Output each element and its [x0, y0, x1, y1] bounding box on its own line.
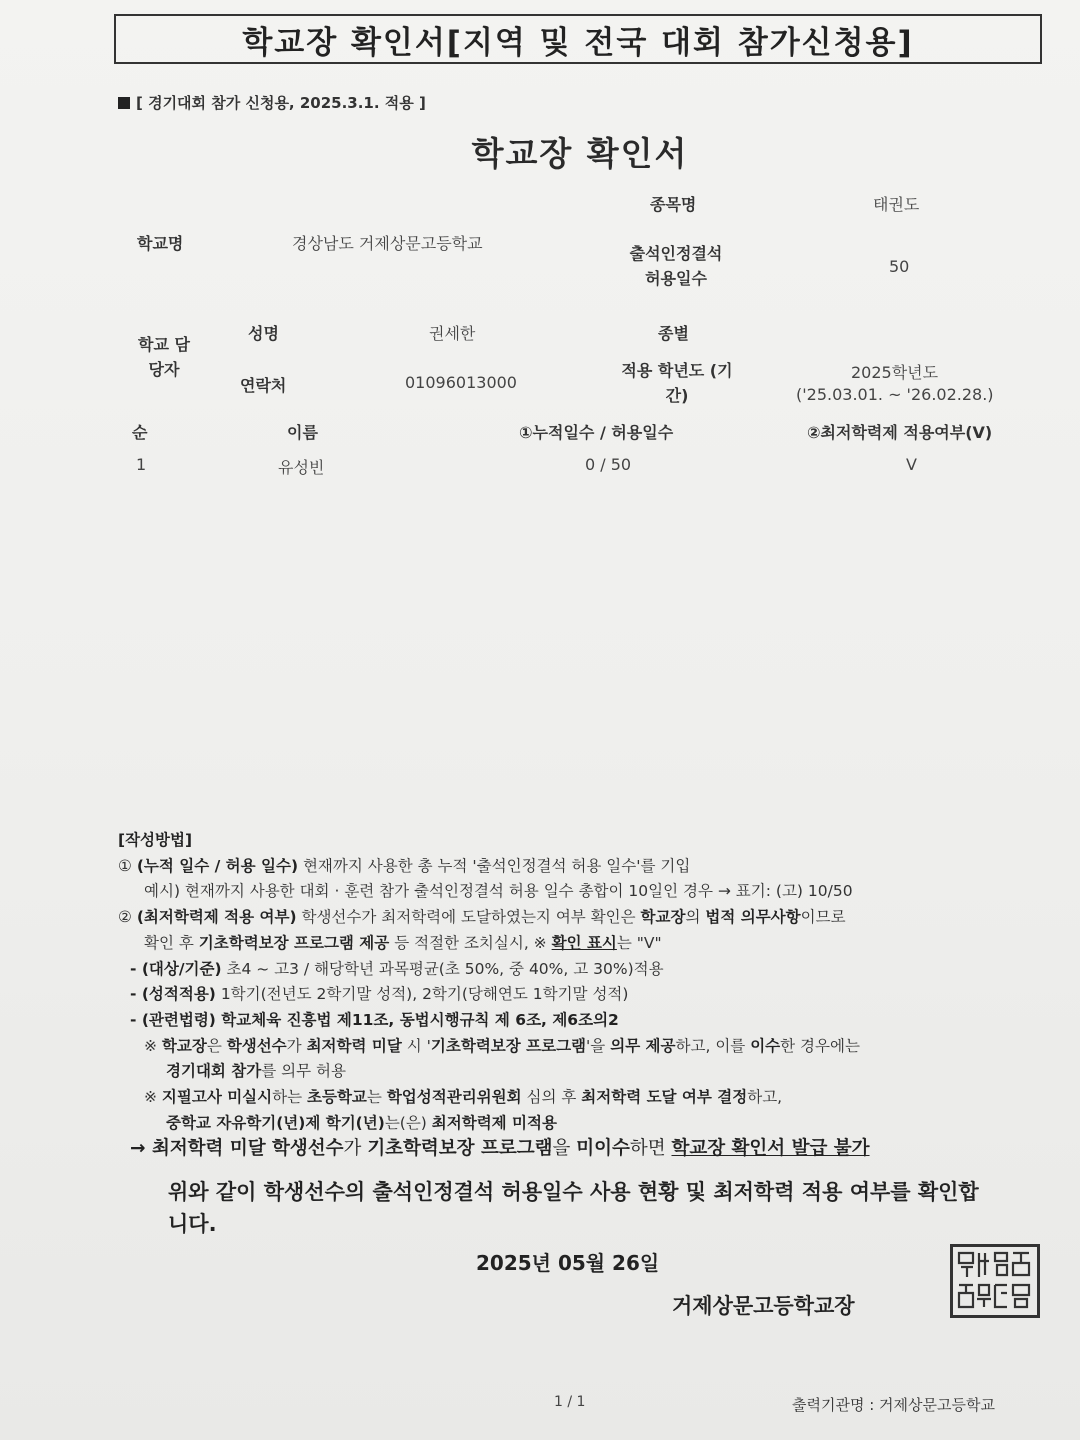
method-l1-bold: (누적 일수 / 허용 일수) — [136, 856, 299, 875]
method-example: 예시) 현재까지 사용한 대회 · 훈련 참가 출석인정결석 허용 일수 총합이 10일인 경우 → 표기: (고) 10/50 — [144, 882, 853, 901]
method-l8-t4: 시 ' — [401, 1036, 431, 1055]
table-cell-name: 유성빈 — [278, 458, 325, 477]
method-l11-bold: 중학교 자유학기(년)제 학기(년) — [166, 1113, 385, 1132]
seal-glyph-icon — [953, 1247, 1037, 1315]
period-value: ('25.03.01. ~ '26.02.28.) — [796, 385, 994, 404]
page-number: 1 / 1 — [554, 1394, 586, 1410]
method-l8-b5: 의무 제공 — [610, 1036, 676, 1055]
warning-t4: 을 — [552, 1138, 577, 1159]
method-l9-text: 를 의무 허용 — [261, 1062, 346, 1081]
method-l8-b4: 기초학력보장 프로그램 — [430, 1036, 587, 1055]
table-header-no: 순 — [132, 423, 148, 442]
method-l3-bold: (최저학력제 적용 여부) — [136, 908, 297, 927]
method-l8-t3: 가 — [286, 1036, 307, 1055]
confirmation-statement: 위와 같이 학생선수의 출석인정결석 허용일수 사용 현황 및 최저학력 적용 여부를 확인합니다. — [168, 1180, 979, 1236]
method-l6-text: 1학기(전년도 2학기말 성적), 2학기(당해연도 1학기말 성적) — [215, 985, 629, 1004]
method-l7-bold: - (관련법령) 학교체육 진흥법 제11조, 동법시행규칙 제 6조, 제6조의2 — [130, 1010, 619, 1029]
method-l10-t1: ※ — [144, 1088, 162, 1107]
method-l10-t4: 심의 후 — [521, 1088, 582, 1107]
year-label: 적용 학년도 (기간) — [621, 361, 733, 405]
table-cell-no: 1 — [136, 455, 147, 474]
table-header-days: ①누적일수 / 허용일수 — [519, 423, 674, 442]
name-value: 권세한 — [429, 324, 476, 343]
method-l8-t1: ※ — [144, 1036, 162, 1055]
warning-t6: 하면 — [629, 1138, 672, 1159]
method-l10-t5: 하고, — [747, 1088, 783, 1107]
circled-one: ① — [118, 856, 137, 875]
method-title: [작성방법] — [118, 831, 193, 849]
method-l1-text: 현재까지 사용한 총 누적 '출석인정결석 허용 일수'를 기입 — [298, 856, 691, 875]
official-seal — [950, 1244, 1040, 1318]
writing-method — [118, 828, 1048, 1136]
method-l10-b1: 지필고사 미실시 — [161, 1088, 273, 1107]
warning-underlined: 학교장 확인서 발급 불가 — [671, 1138, 870, 1159]
table-header-min-score: ②최저학력제 적용여부(V) — [807, 423, 993, 442]
method-l5-bold: - (대상/기준) — [130, 959, 222, 978]
method-l4-text1: 확인 후 — [144, 933, 199, 952]
square-bullet-icon — [118, 97, 130, 109]
method-l10-b2: 초등학교 — [307, 1088, 367, 1107]
method-l3-text2: 의 — [685, 908, 706, 927]
manager-label: 학교 담당자 — [138, 335, 190, 379]
method-l3-bold2: 학교장 — [640, 908, 686, 927]
contact-value: 01096013000 — [405, 373, 517, 392]
circled-two: ② — [118, 908, 137, 927]
method-l10-b4: 최저학력 도달 여부 결정 — [581, 1088, 748, 1107]
method-l11-bold2: 최저학력제 미적용 — [431, 1113, 557, 1132]
warning-t5: 미이수 — [576, 1138, 630, 1159]
method-l6-bold: - (성적적용) — [130, 985, 216, 1004]
notice-text: [ 경기대회 참가 신청용, 2025.3.1. 적용 ] — [136, 94, 426, 112]
warning-line — [130, 1134, 870, 1160]
school-value: 경상남도 거제상문고등학교 — [292, 234, 483, 253]
method-l8-t7: 한 경우에는 — [780, 1036, 860, 1055]
method-l9-bold: 경기대회 참가 — [166, 1062, 262, 1081]
method-l4-bold2: 확인 표시 — [551, 933, 617, 952]
method-l8-b1: 학교장 — [161, 1036, 207, 1055]
sport-label: 종목명 — [650, 195, 697, 214]
method-l8-t2: 은 — [206, 1036, 227, 1055]
method-l3-text3: 이므로 — [800, 908, 846, 927]
method-l3-bold3: 법적 의무사항 — [705, 908, 801, 927]
warning-t1: → 최저학력 미달 학생선수 — [130, 1138, 344, 1159]
method-l3-text1: 학생선수가 최저학력에 도달하였는지 여부 확인은 — [296, 908, 641, 927]
category-label: 종별 — [658, 324, 689, 343]
method-l8-b6: 이수 — [750, 1036, 781, 1055]
principal-name: 거제상문고등학교장 — [672, 1294, 855, 1318]
table-cell-days: 0 / 50 — [585, 455, 632, 474]
method-l4-bold: 기초학력보장 프로그램 제공 — [198, 933, 390, 952]
issue-date: 2025년 05월 26일 — [476, 1251, 660, 1275]
year-value: 2025학년도 — [851, 363, 939, 382]
table-cell-check: V — [906, 455, 917, 474]
method-l11-text: 는(은) — [384, 1113, 432, 1132]
banner-title: 학교장 확인서[지역 및 전국 대회 참가신청용] — [114, 14, 1042, 64]
warning-t3: 기초학력보장 프로그램 — [367, 1138, 553, 1159]
method-l8-b2: 학생선수 — [226, 1036, 287, 1055]
output-organization: 출력기관명 : 거제상문고등학교 — [792, 1396, 995, 1414]
method-l4-text2: 등 적절한 조치실시, ※ — [389, 933, 552, 952]
table-header-name: 이름 — [287, 423, 318, 442]
warning-t2: 가 — [343, 1138, 368, 1159]
contact-label: 연락처 — [240, 376, 287, 395]
method-l10-t3: 는 — [366, 1088, 387, 1107]
method-l10-t2: 하는 — [272, 1088, 308, 1107]
method-l10-b3: 학업성적관리위원회 — [386, 1088, 522, 1107]
absence-label: 출석인정결석 허용일수 — [629, 244, 723, 288]
sport-value: 태권도 — [873, 195, 920, 214]
notice-line — [118, 92, 426, 113]
school-label: 학교명 — [137, 234, 184, 253]
method-l8-b3: 최저학력 미달 — [306, 1036, 402, 1055]
absence-value: 50 — [889, 257, 910, 276]
method-l4-text3: 는 "V" — [616, 933, 662, 952]
method-l8-t6: 하고, 이를 — [675, 1036, 751, 1055]
method-l5-text: 초4 ~ 고3 / 해당학년 과목평균(초 50%, 중 40%, 고 30%)적용 — [221, 959, 664, 978]
method-l8-t5: '을 — [586, 1036, 611, 1055]
name-label: 성명 — [248, 324, 279, 343]
document-title: 학교장 확인서 — [471, 134, 689, 173]
